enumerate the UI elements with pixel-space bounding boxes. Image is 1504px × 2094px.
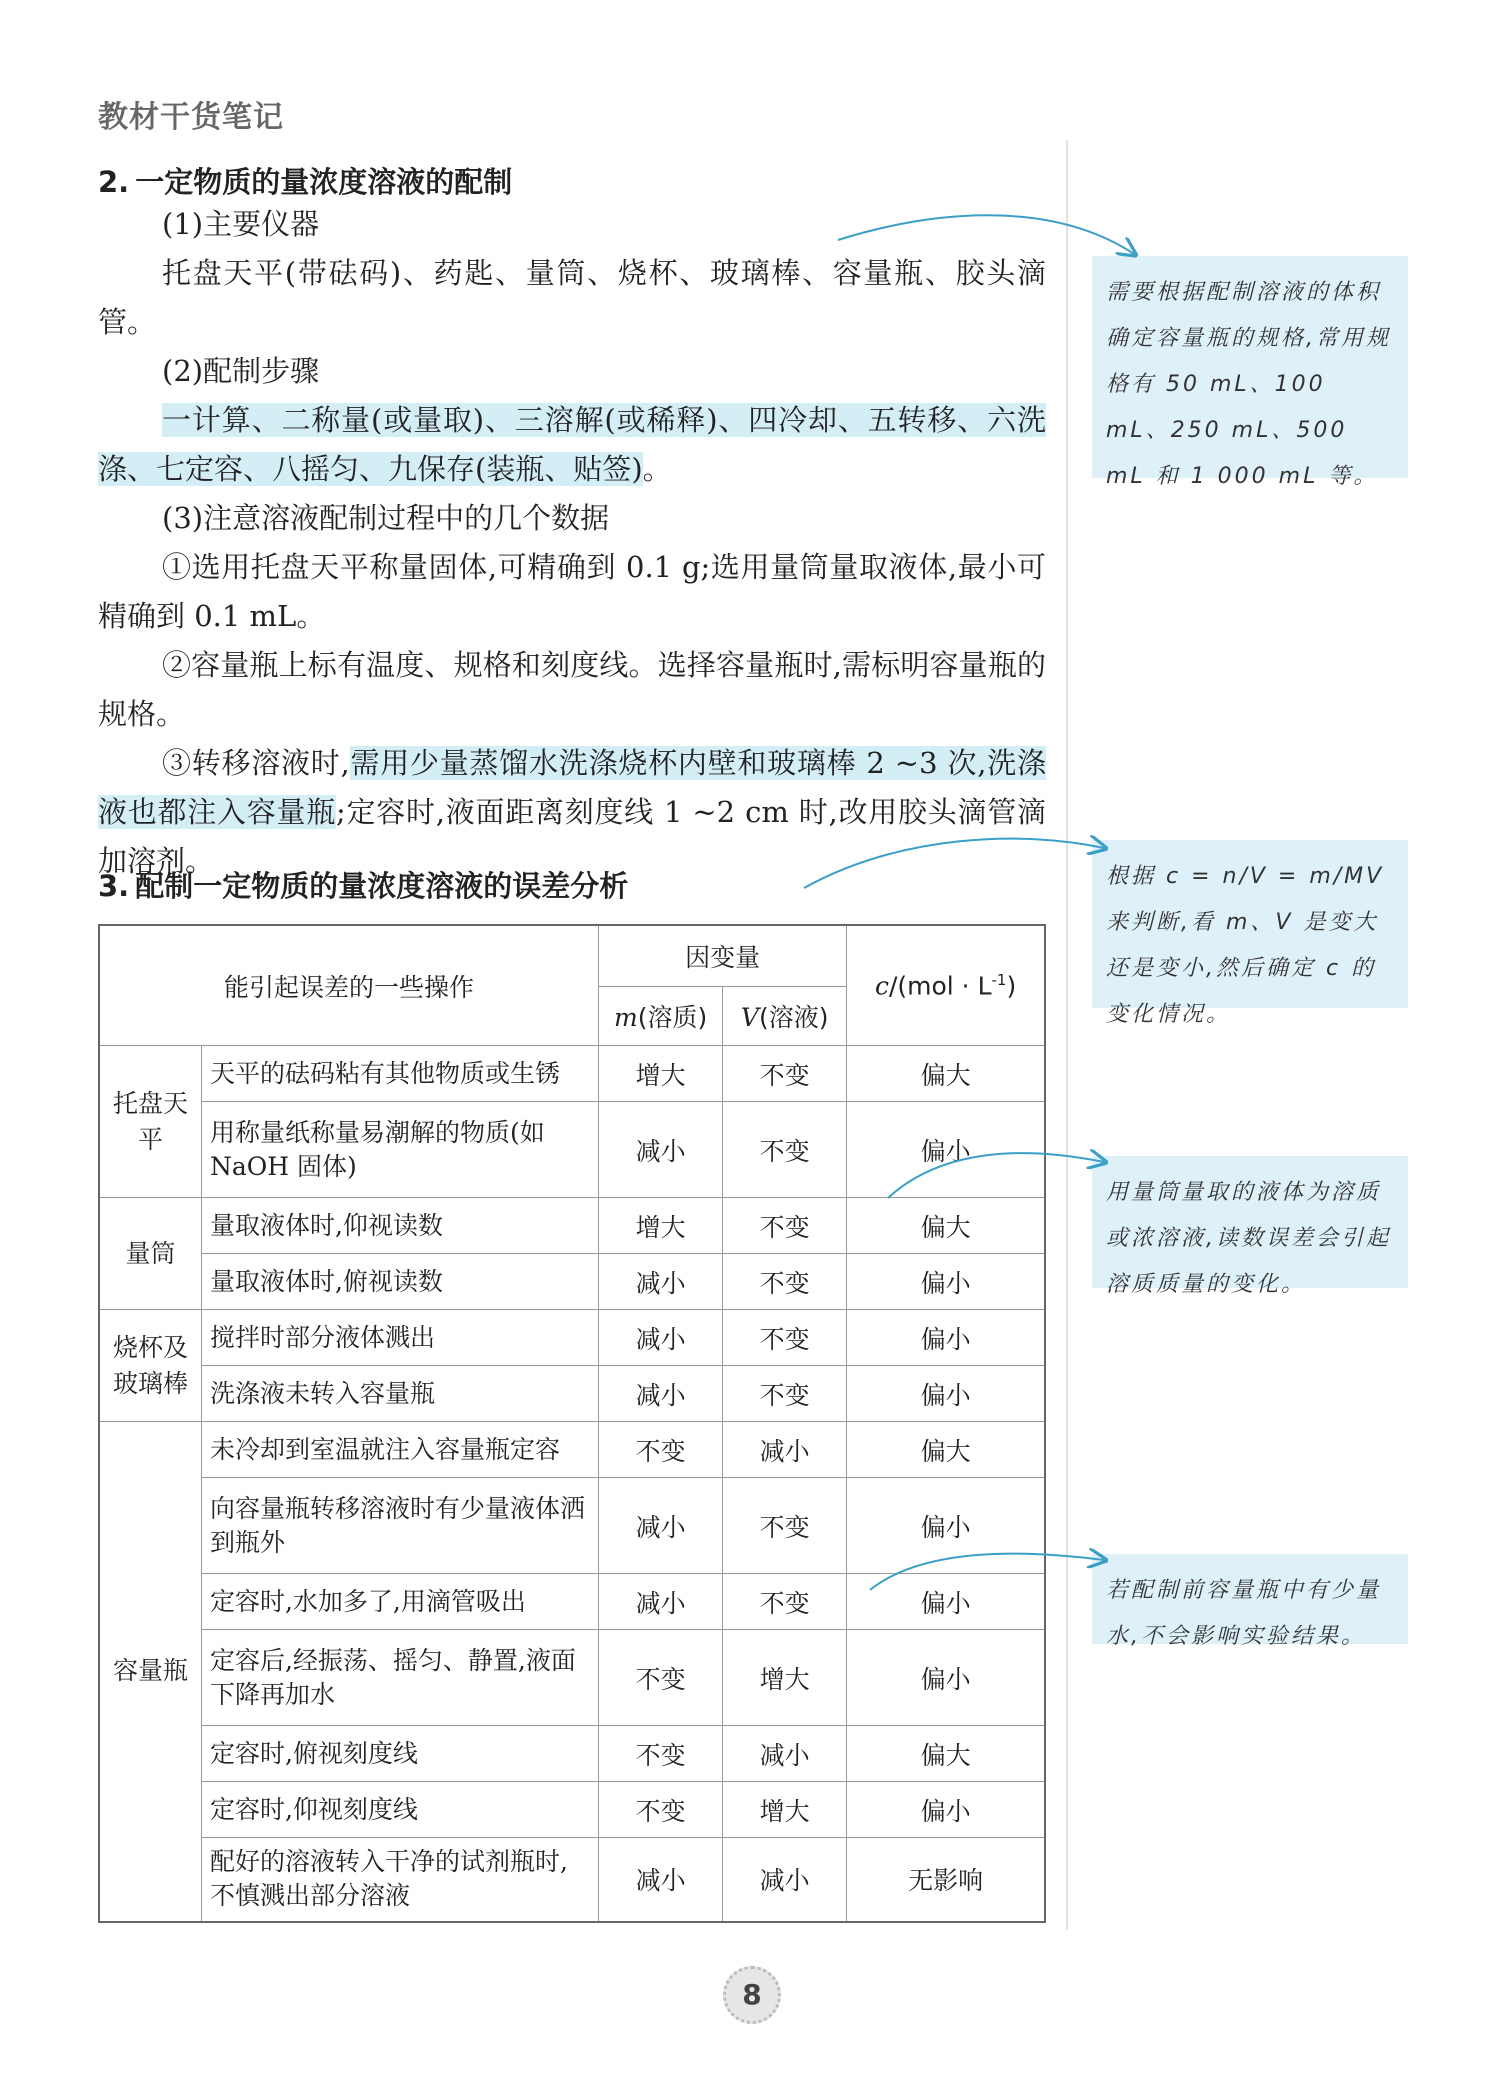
row-mass: 减小 xyxy=(599,1366,723,1422)
row-volume: 减小 xyxy=(723,1726,847,1782)
instruments-text: 托盘天平(带砝码)、药匙、量筒、烧杯、玻璃棒、容量瓶、胶头滴管。 xyxy=(98,256,1046,339)
row-operation: 量取液体时,俯视读数 xyxy=(201,1254,598,1310)
page-number-badge: 8 xyxy=(723,1966,781,2024)
data-point-3-a: ③转移溶液时, xyxy=(162,746,350,780)
row-volume: 不变 xyxy=(723,1198,847,1254)
table-row xyxy=(99,1838,1045,1922)
row-mass: 减小 xyxy=(599,1478,723,1574)
error-analysis-table xyxy=(98,924,1046,1923)
row-volume: 不变 xyxy=(723,1366,847,1422)
row-volume: 不变 xyxy=(723,1310,847,1366)
row-operation: 定容时,水加多了,用滴管吸出 xyxy=(201,1574,598,1630)
table-row xyxy=(99,1478,1045,1574)
steps-highlight: 一计算、二称量(或量取)、三溶解(或稀释)、四冷却、五转移、六洗涤、七定容、八摇匀、九保存(装瓶、贴签) xyxy=(98,403,1046,486)
row-volume: 减小 xyxy=(723,1422,847,1478)
row-volume: 不变 xyxy=(723,1046,847,1102)
row-concentration: 偏小 xyxy=(847,1102,1045,1198)
row-volume: 增大 xyxy=(723,1782,847,1838)
row-concentration: 偏大 xyxy=(847,1726,1045,1782)
table-row xyxy=(99,1198,1045,1254)
row-concentration: 偏小 xyxy=(847,1366,1045,1422)
row-operation: 定容时,俯视刻度线 xyxy=(201,1726,598,1782)
row-volume: 不变 xyxy=(723,1254,847,1310)
sub-heading-steps: (2)配制步骤 xyxy=(162,354,320,388)
row-operation: 用称量纸称量易潮解的物质(如NaOH 固体) xyxy=(201,1102,598,1198)
row-mass: 不变 xyxy=(599,1726,723,1782)
sub-heading-data: (3)注意溶液配制过程中的几个数据 xyxy=(162,501,610,535)
data-point-3-highlight: 需用少量蒸馏水洗涤烧杯内壁和玻璃棒 2 ~3 次,洗涤液也都注入容量瓶 xyxy=(98,746,1047,829)
row-volume: 不变 xyxy=(723,1574,847,1630)
row-mass: 不变 xyxy=(599,1630,723,1726)
section-2-number: 2. xyxy=(98,165,130,199)
group-cylinder: 量筒 xyxy=(99,1198,201,1310)
row-concentration: 偏小 xyxy=(847,1310,1045,1366)
row-operation: 配好的溶液转入干净的试剂瓶时,不慎溅出部分溶液 xyxy=(201,1838,598,1922)
row-mass: 增大 xyxy=(599,1046,723,1102)
table-row xyxy=(99,1310,1045,1366)
row-concentration: 偏大 xyxy=(847,1422,1045,1478)
header-operations: 能引起误差的一些操作 xyxy=(99,925,599,1046)
group-balance: 托盘天平 xyxy=(99,1046,201,1198)
row-operation: 定容后,经振荡、摇匀、静置,液面下降再加水 xyxy=(201,1630,598,1726)
row-volume: 不变 xyxy=(723,1102,847,1198)
table-row xyxy=(99,1574,1045,1630)
row-concentration: 偏小 xyxy=(847,1782,1045,1838)
table-row xyxy=(99,1630,1045,1726)
side-note-flask-size: 需要根据配制溶液的体积确定容量瓶的规格,常用规格有 50 mL、100 mL、250 mL、500 mL 和 1 000 mL 等。 xyxy=(1092,256,1408,478)
table-row xyxy=(99,1726,1045,1782)
header-dependent-variables: 因变量 xyxy=(599,925,847,987)
row-mass: 减小 xyxy=(599,1574,723,1630)
side-note-water-in-flask: 若配制前容量瓶中有少量水,不会影响实验结果。 xyxy=(1092,1554,1408,1644)
row-operation: 量取液体时,仰视读数 xyxy=(201,1198,598,1254)
row-mass: 增大 xyxy=(599,1198,723,1254)
row-concentration: 偏小 xyxy=(847,1574,1045,1630)
section-3-heading xyxy=(98,864,628,905)
fraction-m-over-mv: m/MV xyxy=(1309,864,1385,889)
row-volume: 增大 xyxy=(723,1630,847,1726)
table-row xyxy=(99,1102,1045,1198)
table-row xyxy=(99,1782,1045,1838)
row-operation: 未冷却到室温就注入容量瓶定容 xyxy=(201,1422,598,1478)
fraction-n-over-v: n/V xyxy=(1222,864,1268,889)
row-operation: 向容量瓶转移溶液时有少量液体洒到瓶外 xyxy=(201,1478,598,1574)
row-mass: 减小 xyxy=(599,1310,723,1366)
data-point-1: ①选用托盘天平称量固体,可精确到 0.1 g;选用量筒量取液体,最小可精确到 0.1 mL。 xyxy=(98,550,1046,633)
data-point-3-b: ;定容时,液面距离刻度线 1 ~2 cm 时,改用胶头滴管滴加溶剂。 xyxy=(98,795,1046,878)
row-mass: 减小 xyxy=(599,1838,723,1922)
row-concentration: 偏小 xyxy=(847,1478,1045,1574)
row-mass: 不变 xyxy=(599,1782,723,1838)
row-concentration: 偏大 xyxy=(847,1198,1045,1254)
row-operation: 定容时,仰视刻度线 xyxy=(201,1782,598,1838)
side-note-cylinder: 用量筒量取的液体为溶质或浓溶液,读数误差会引起溶质质量的变化。 xyxy=(1092,1156,1408,1288)
table-row xyxy=(99,1422,1045,1478)
header-mass-solute: m(溶质) xyxy=(599,987,723,1046)
page-header-title: 教材干货笔记 xyxy=(98,100,284,135)
header-concentration: $c/(mol \cdot L^{-1})$ xyxy=(847,925,1045,1046)
row-concentration: 偏小 xyxy=(847,1254,1045,1310)
column-divider xyxy=(1066,140,1068,1930)
row-mass: 不变 xyxy=(599,1422,723,1478)
group-beaker: 烧杯及玻璃棒 xyxy=(99,1310,201,1422)
row-concentration: 偏小 xyxy=(847,1630,1045,1726)
section-3-title: 配制一定物质的量浓度溶液的误差分析 xyxy=(135,869,629,903)
table-row xyxy=(99,1366,1045,1422)
row-operation: 天平的砝码粘有其他物质或生锈 xyxy=(201,1046,598,1102)
row-volume: 不变 xyxy=(723,1478,847,1574)
table-row xyxy=(99,1254,1045,1310)
row-concentration: 偏大 xyxy=(847,1046,1045,1102)
steps-text xyxy=(98,396,1046,494)
row-operation: 洗涤液未转入容量瓶 xyxy=(201,1366,598,1422)
steps-end: 。 xyxy=(642,452,672,486)
table-header-row xyxy=(99,925,1045,987)
row-concentration: 无影响 xyxy=(847,1838,1045,1922)
section-2-body xyxy=(98,200,1046,886)
sub-heading-instruments: (1)主要仪器 xyxy=(162,207,320,241)
data-point-2: ②容量瓶上标有温度、规格和刻度线。选择容量瓶时,需标明容量瓶的规格。 xyxy=(98,648,1046,731)
section-2-title: 一定物质的量浓度溶液的配制 xyxy=(135,165,513,199)
section-3-number: 3. xyxy=(98,869,130,903)
table-row xyxy=(99,1046,1045,1102)
row-operation: 搅拌时部分液体溅出 xyxy=(201,1310,598,1366)
header-volume-solution: V(溶液) xyxy=(723,987,847,1046)
row-mass: 减小 xyxy=(599,1102,723,1198)
row-volume: 减小 xyxy=(723,1838,847,1922)
side-note-concentration-formula: 根据 c = n/V = m/MV 来判断,看 m、V 是变大还是变小,然后确定 c 的变化情况。 xyxy=(1092,840,1408,1008)
group-volumetric-flask: 容量瓶 xyxy=(99,1422,201,1922)
row-mass: 减小 xyxy=(599,1254,723,1310)
section-2-heading xyxy=(98,160,512,201)
